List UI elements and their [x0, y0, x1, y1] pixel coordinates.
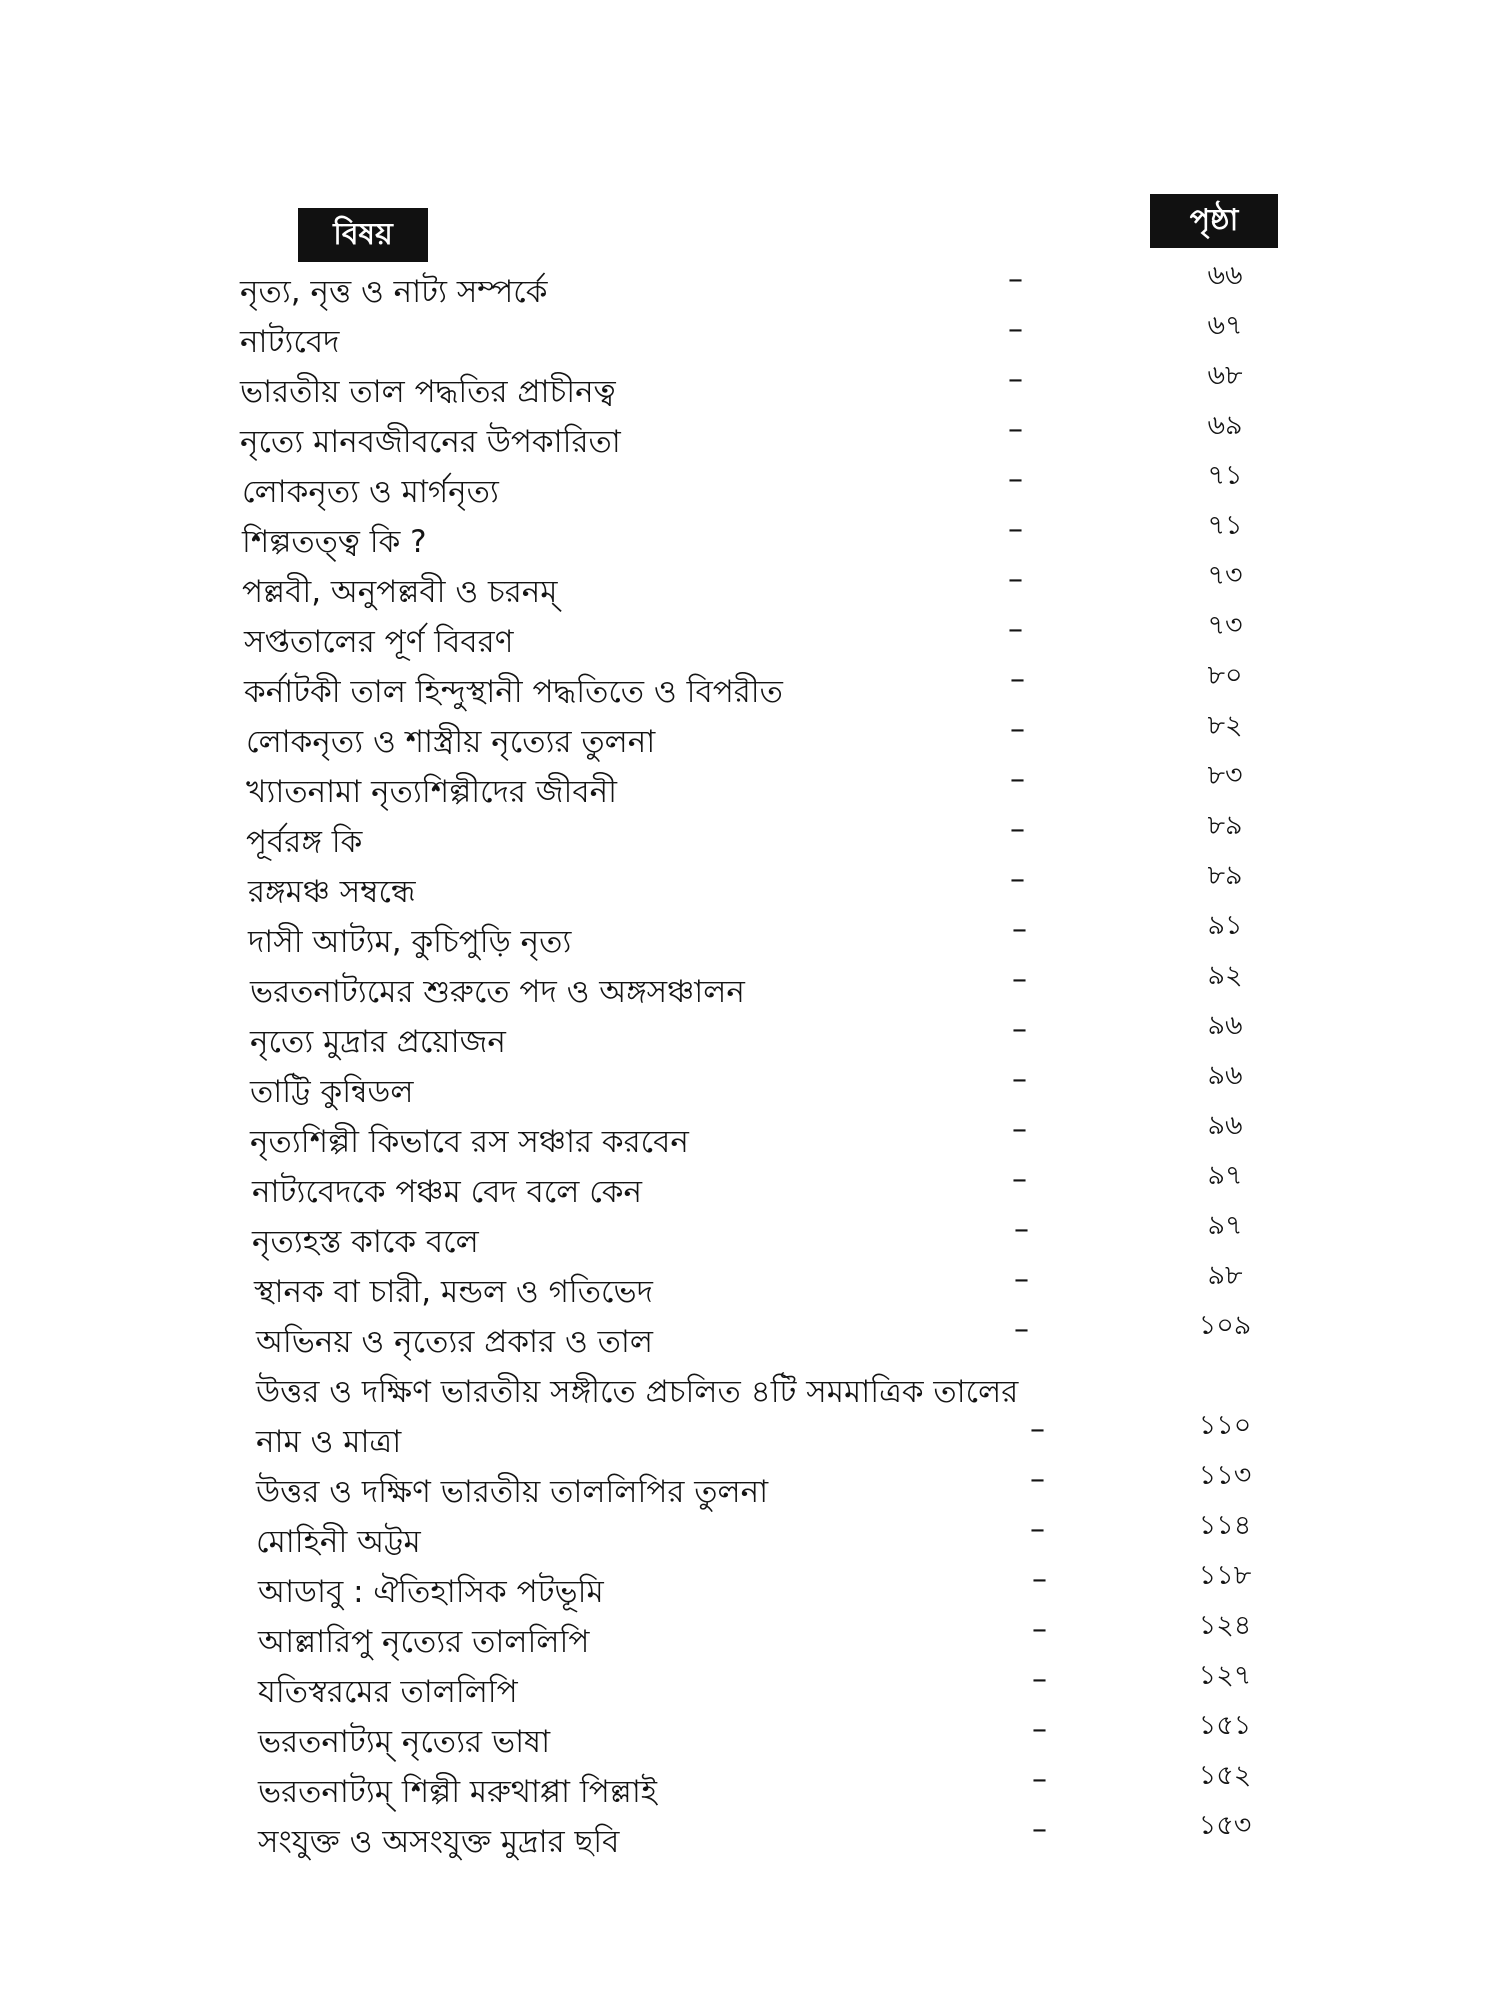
toc-entry-dash: – [1030, 1512, 1045, 1547]
toc-entry-title: সংযুক্ত ও অসংযুক্ত মুদ্রার ছবি [258, 1824, 620, 1860]
toc-entry-title: লোকনৃত্য ও শাস্ত্রীয় নৃত্যের তুলনা [246, 724, 656, 760]
toc-entry-title: আডাবু : ঐতিহাসিক পটভূমি [258, 1574, 604, 1610]
toc-entry-title: অভিনয় ও নৃত্যের প্রকার ও তাল [256, 1324, 653, 1360]
toc-entry-page-number: ১২৭ [1198, 1660, 1252, 1691]
toc-entry [0, 1260, 1500, 1318]
toc-entry-page-number: ১৫২ [1198, 1760, 1252, 1791]
toc-entry [0, 660, 1500, 718]
toc-entry-page-number: ৯৭ [1207, 1160, 1243, 1191]
toc-entry-dash: – [1032, 1762, 1047, 1797]
toc-entry-page-number: ৯৬ [1207, 1060, 1243, 1091]
toc-entry [0, 1210, 1500, 1268]
toc-entry-page-number: ৯৬ [1207, 1010, 1243, 1041]
toc-entry-dash: – [1008, 362, 1023, 397]
toc-entry [0, 1368, 1500, 1418]
toc-entry-page-number: ৯১ [1207, 910, 1243, 941]
toc-entry [0, 760, 1500, 818]
toc-entry [0, 560, 1500, 618]
toc-entry-dash: – [1032, 1662, 1047, 1697]
toc-entry [0, 1010, 1500, 1068]
toc-entry-title: যতিস্বরমের তাললিপি [258, 1674, 518, 1710]
toc-entry-page-number: ১১৪ [1198, 1510, 1252, 1541]
toc-entry-title: নৃত্যশিল্পী কিভাবে রস সঞ্চার করবেন [250, 1124, 689, 1160]
toc-entry-page-number: ৮২ [1207, 710, 1243, 741]
toc-entry [0, 960, 1500, 1018]
toc-entry-dash: – [1012, 1162, 1027, 1197]
toc-entry-dash: – [1032, 1712, 1047, 1747]
toc-entry-dash: – [1030, 1462, 1045, 1497]
toc-entry-title: উত্তর ও দক্ষিণ ভারতীয় তাললিপির তুলনা [256, 1474, 769, 1510]
toc-entry-dash: – [1008, 562, 1023, 597]
toc-entry-title: নাম ও মাত্রা [256, 1424, 402, 1460]
toc-entry-title: ভরতনাট্যম্ নৃত্যের ভাষা [258, 1724, 551, 1760]
toc-entry [0, 1160, 1500, 1218]
toc-entry [0, 1510, 1500, 1568]
toc-entry-title: আল্লারিপু নৃত্যের তাললিপি [258, 1624, 590, 1660]
toc-entry [0, 1810, 1500, 1868]
toc-entry-dash: – [1032, 1612, 1047, 1647]
toc-entry-page-number: ৭৩ [1207, 610, 1243, 641]
toc-entry-dash: – [1030, 1412, 1045, 1447]
toc-entry-page-number: ৯৬ [1207, 1110, 1243, 1141]
toc-entry-title: লোকনৃত্য ও মার্গনৃত্য [242, 474, 499, 510]
toc-entry-page-number: ৯৮ [1207, 1260, 1243, 1291]
toc-entry-title: খ্যাতনামা নৃত্যশিল্পীদের জীবনী [246, 774, 617, 810]
toc-entry-page-number: ১৫৩ [1198, 1810, 1252, 1841]
subject-header: বিষয় [298, 208, 428, 262]
toc-entry-title: নৃত্যে মুদ্রার প্রয়োজন [250, 1024, 506, 1060]
toc-entry [0, 910, 1500, 968]
toc-entry-dash: – [1014, 1212, 1029, 1247]
toc-entry-page-number: ৬৭ [1207, 310, 1243, 341]
toc-entry-title: ভারতীয় তাল পদ্ধতির প্রাচীনত্ব [240, 374, 616, 410]
toc-entry-page-number: ৮৯ [1207, 810, 1243, 841]
toc-entry [0, 1060, 1500, 1118]
toc-entry-title: ভরতনাট্যমের শুরুতে পদ ও অঙ্গসঞ্চালন [250, 974, 745, 1010]
toc-entry-dash: – [1032, 1562, 1047, 1597]
toc-entry-title: উত্তর ও দক্ষিণ ভারতীয় সঙ্গীতে প্রচলিত ৪টি সমমাত্রিক তালের [256, 1374, 1019, 1410]
toc-entry-page-number: ৭৩ [1207, 560, 1243, 591]
toc-entry [0, 1310, 1500, 1368]
toc-entry-title: মোহিনী অট্টম [256, 1524, 421, 1560]
toc-entry-title: নাট্যবেদকে পঞ্চম বেদ বলে কেন [252, 1174, 642, 1210]
toc-entry [0, 1660, 1500, 1718]
toc-entry-title: পল্লবী, অনুপল্লবী ও চরনম্ [242, 574, 558, 610]
toc-entry [0, 310, 1500, 368]
toc-entry-title: নৃত্য, নৃত্ত ও নাট্য সম্পর্কে [240, 274, 548, 310]
toc-entry-dash: – [1012, 1012, 1027, 1047]
toc-entry [0, 260, 1500, 318]
toc-entry-title: রঙ্গমঞ্চ সম্বন্ধে [248, 874, 416, 910]
toc-entry-page-number: ৭১ [1207, 510, 1243, 541]
toc-entry-title: শিল্পতত্ত্ব কি ? [242, 524, 427, 560]
toc-entry-title: তাট্টি কুন্বিডল [250, 1074, 414, 1110]
toc-entry-dash: – [1010, 662, 1025, 697]
toc-entry-page-number: ৬৬ [1207, 260, 1243, 291]
toc-entry [0, 460, 1500, 518]
toc-entry-title: নৃত্যে মানবজীবনের উপকারিতা [240, 424, 621, 460]
toc-entry-dash: – [1014, 1262, 1029, 1297]
toc-entry-title: সপ্ততালের পূর্ণ বিবরণ [244, 624, 514, 660]
toc-entry [0, 510, 1500, 568]
toc-entry-dash: – [1010, 762, 1025, 797]
toc-entry [0, 1110, 1500, 1168]
toc-entry-dash: – [1010, 862, 1025, 897]
toc-entry-dash: – [1008, 312, 1023, 347]
toc-entry [0, 810, 1500, 868]
toc-entry-title: নাট্যবেদ [240, 324, 340, 360]
toc-entry-dash: – [1008, 462, 1023, 497]
toc-entry [0, 1460, 1500, 1518]
toc-entry-page-number: ৮৩ [1207, 760, 1243, 791]
toc-entry-page-number: ৯৭ [1207, 1210, 1243, 1241]
toc-entry-title: নৃত্যহস্ত কাকে বলে [252, 1224, 479, 1260]
toc-entry-dash: – [1012, 962, 1027, 997]
toc-entry-dash: – [1010, 812, 1025, 847]
toc-entry-dash: – [1032, 1812, 1047, 1847]
toc-entry-page-number: ১১০ [1198, 1410, 1252, 1441]
toc-entry-page-number: ১৫১ [1198, 1710, 1252, 1741]
toc-entry-dash: – [1012, 1062, 1027, 1097]
toc-entry [0, 710, 1500, 768]
toc-entry-dash: – [1014, 1312, 1029, 1347]
toc-entry-dash: – [1008, 262, 1023, 297]
toc-entry-dash: – [1008, 412, 1023, 447]
toc-entry [0, 610, 1500, 668]
toc-entry-title: দাসী আট্যম, কুচিপুড়ি নৃত্য [248, 924, 572, 960]
toc-entry-page-number: ৮৯ [1207, 860, 1243, 891]
toc-entry-title: ভরতনাট্যম্ শিল্পী মরুথাপ্পা পিল্লাই [258, 1774, 657, 1810]
toc-entry [0, 1610, 1500, 1668]
toc-entry-page-number: ১১৩ [1198, 1460, 1252, 1491]
toc-entry-page-number: ৬৯ [1207, 410, 1243, 441]
toc-entry-page-number: ৮০ [1207, 660, 1243, 691]
toc-entry [0, 1410, 1500, 1468]
toc-entry-page-number: ৯২ [1207, 960, 1243, 991]
toc-entry-page-number: ৭১ [1207, 460, 1243, 491]
toc-entry-title: স্থানক বা চারী, মন্ডল ও গতিভেদ [254, 1274, 653, 1310]
toc-entry [0, 1760, 1500, 1818]
toc-entry-dash: – [1008, 612, 1023, 647]
toc-entry [0, 360, 1500, 418]
toc-entry [0, 860, 1500, 918]
toc-entry [0, 1560, 1500, 1618]
toc-entry-page-number: ১০৯ [1198, 1310, 1252, 1341]
toc-entry-page-number: ৬৮ [1207, 360, 1243, 391]
toc-entry-dash: – [1008, 512, 1023, 547]
toc-entry [0, 1710, 1500, 1768]
toc-entry-dash: – [1010, 712, 1025, 747]
page-header: পৃষ্ঠা [1150, 194, 1278, 248]
toc-entry-page-number: ১১৮ [1198, 1560, 1252, 1591]
toc-entry-page-number: ১২৪ [1198, 1610, 1252, 1641]
toc-entry [0, 410, 1500, 468]
toc-entry-title: পূর্বরঙ্গ কি [246, 824, 363, 860]
toc-entry-title: কর্নাটকী তাল হিন্দুস্থানী পদ্ধতিতে ও বিপরীত [244, 674, 783, 710]
toc-entry-dash: – [1012, 912, 1027, 947]
toc-entry-dash: – [1012, 1112, 1027, 1147]
